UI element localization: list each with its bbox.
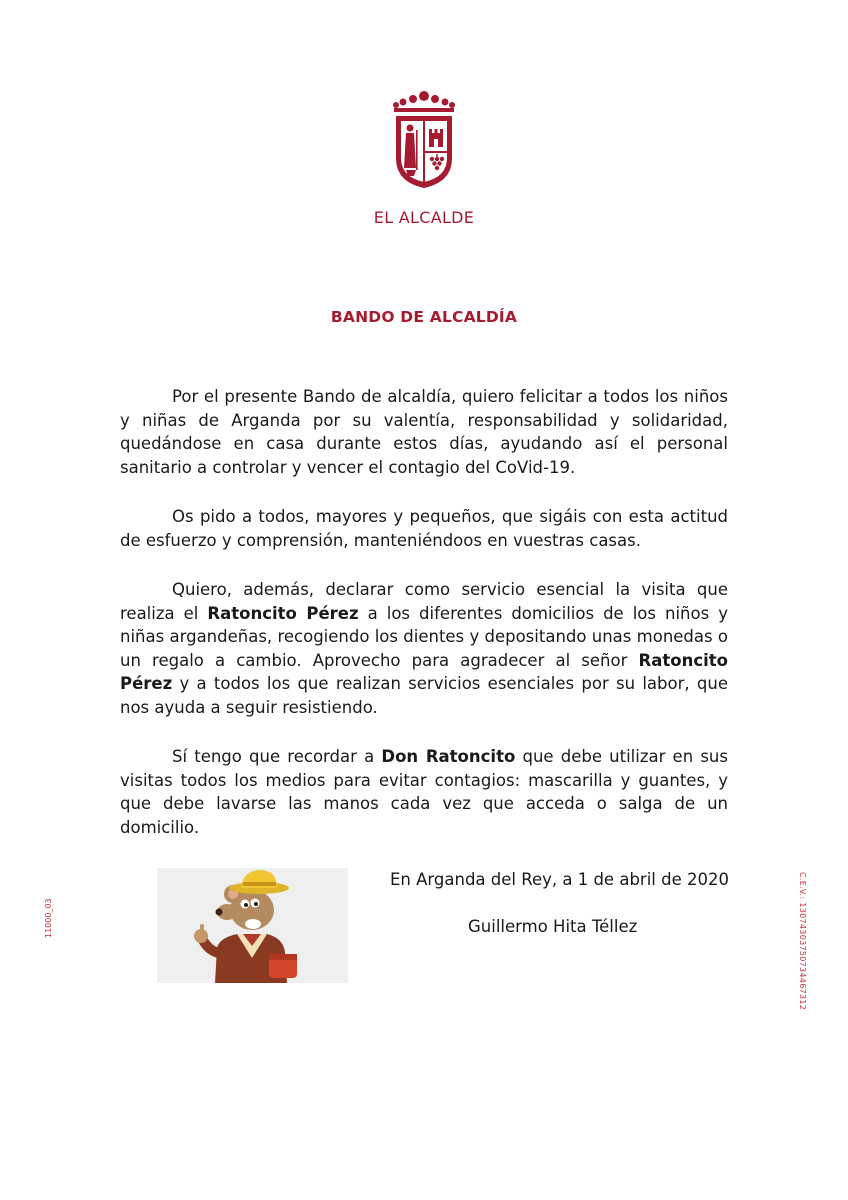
signer-name: Guillermo Hita Téllez: [468, 917, 638, 936]
ratoncito-perez-mascot-icon: [157, 868, 348, 983]
text-run: Os pido a todos, mayores y pequeños, que sigáis con esta actitud de esfuerzo y comprensión, manteniéndoos en vuestras casas.: [120, 507, 728, 550]
coat-of-arms-icon: [392, 88, 456, 192]
place-and-date: En Arganda del Rey, a 1 de abril de 2020: [390, 870, 729, 889]
office-label: EL ALCALDE: [373, 208, 475, 227]
document-title: BANDO DE ALCALDÍA: [330, 308, 518, 326]
verification-code: C.E.V.: 13074303750734467312: [798, 872, 807, 1011]
text-run: Quiero, además, declarar como servicio esencial la visita que realiza el: [120, 580, 728, 623]
side-reference-code: 11000_03: [44, 898, 53, 938]
bold-text: Ratoncito Pérez: [207, 603, 359, 623]
text-run: Por el presente Bando de alcaldía, quiero felicitar a todos los niños y niñas de Arganda por su valentía, responsabilidad y solidaridad, quedándose en casa durante estos días, ayudando así el personal sanitario a controlar y vencer el contagio del CoVid-19.: [120, 387, 728, 477]
bold-text: Ratoncito Pérez: [120, 650, 728, 693]
text-run: que debe utilizar en sus visitas todos los medios para evitar contagios: mascarilla y guantes, y que debe lavarse las manos cada vez que acceda o salga de un domicilio.: [120, 747, 728, 837]
text-run: a los diferentes domicilios de los niños y niñas argandeñas, recogiendo los dientes y depositando unas monedas o un regalo a cambio. Aprovecho para agradecer al señor: [120, 603, 728, 670]
bold-text: Don Ratoncito: [381, 747, 516, 766]
paragraph: [120, 578, 728, 719]
text-run: Sí tengo que recordar a: [172, 747, 382, 766]
paragraph: [120, 505, 728, 552]
paragraph: [120, 745, 728, 839]
paragraph: [120, 385, 728, 479]
document-body: [120, 385, 728, 865]
text-run: y a todos los que realizan servicios esenciales por su labor, que nos ayuda a seguir resistiendo.: [120, 674, 728, 717]
